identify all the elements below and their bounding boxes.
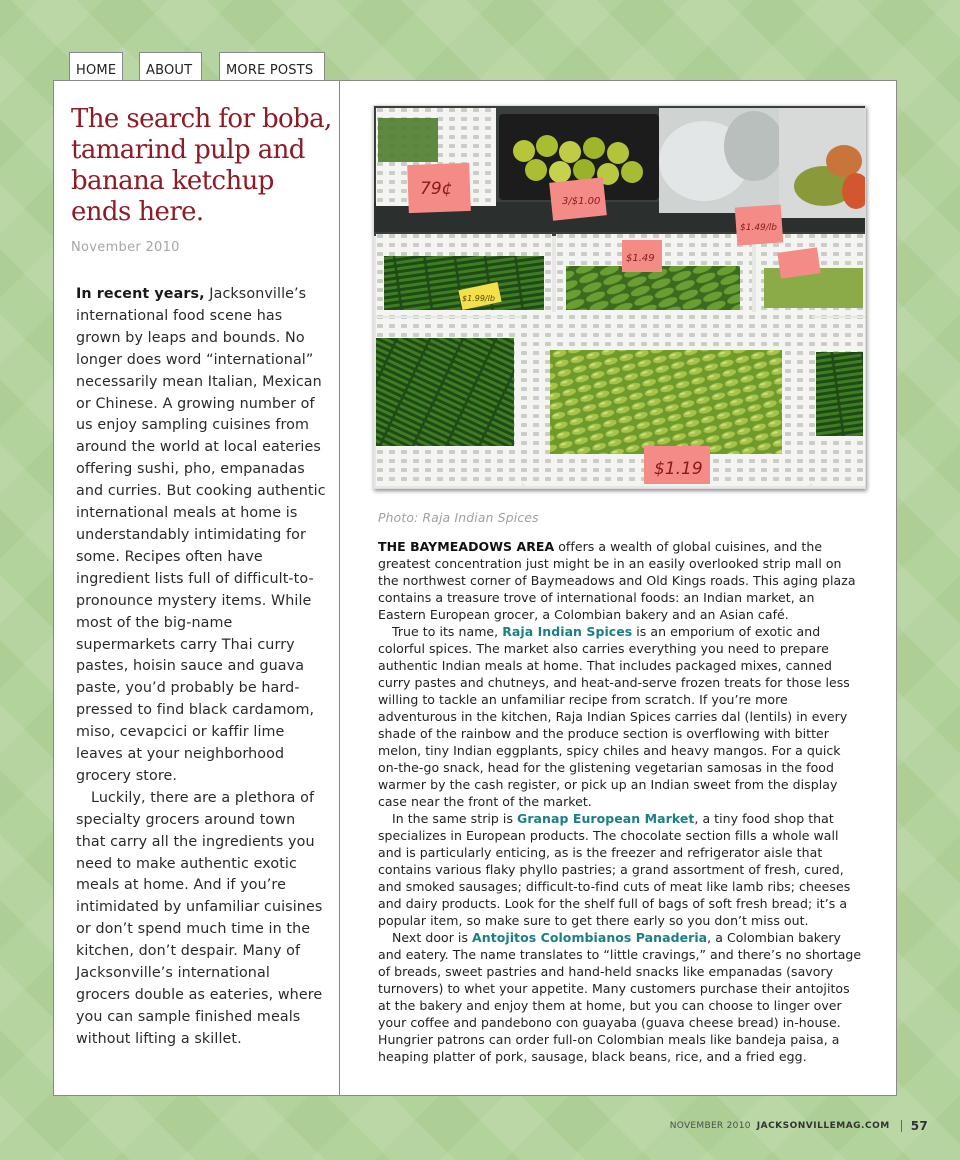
intro-paragraph-1 xyxy=(76,284,328,788)
baymeadows-lead: THE BAYMEADOWS AREA xyxy=(378,539,555,554)
price-tag-199-lb: $1.99/lb xyxy=(462,294,495,303)
raja-paragraph xyxy=(378,623,864,810)
market-produce-photo xyxy=(373,105,866,489)
footer-site[interactable]: JACKSONVILLEMAG.COM xyxy=(756,1121,890,1131)
footer-divider xyxy=(901,1120,902,1132)
nav-tab-home[interactable]: HOME xyxy=(69,52,123,80)
price-tag-149: $1.49 xyxy=(626,253,655,264)
antojitos-pre: Next door is xyxy=(392,930,473,945)
baymeadows-rest: offers a wealth of global cuisines, and the greatest concentration just might be in an easily overlooked strip mall on the northwest corner of Baymeadows and Old Kings roads. This aging plaza contains a treasure trove of international foods: an Indian market, an Eastern European grocer, a Colombian bakery and an Asian café. xyxy=(378,539,856,622)
raja-rest: is an emporium of exotic and colorful spices. The market also carries everything you need to prepare authentic Indian meals at home. That includes packaged mixes, canned curry pastes and chutneys, and heat-and-serve frozen treats for those less willing to tackle an unfamiliar recipe from scratch. If you’re more adventurous in the kitchen, Raja Indian Spices carries dal (lentils) in every shade of the rainbow and the produce section is overflowing with bitter melon, tiny Indian eggplants, spicy chiles and heavy mangos. For a quick on-the-go snack, head for the glistening vegetarian samosas in the food warmer by the cash register, or pick up an Indian sweet from the display case near the front of the market. xyxy=(378,624,850,809)
antojitos-paragraph xyxy=(378,929,864,1065)
antojitos-rest: , a Colombian bakery and eatery. The name translates to “little cravings,” and there’s no shortage of breads, sweet pastries and hand-held snacks like empanadas (savory turnovers) to whet your appetite. Many customers purchase their antojitos at the bakery and enjoy them at home, but you can choose to linger over your coffee and pandebono con guayaba (guava cheese bread) in-house. Hungrier patrons can order full-on Colombian meals like bandeja paisa, a heaping platter of pork, sausage, black beans, rice, and a fried egg. xyxy=(378,930,862,1064)
nav-tab-more-posts[interactable]: MORE POSTS xyxy=(219,52,325,80)
intro-paragraph-2: Luckily, there are a plethora of specialty grocers around town that carry all the ingredients you need to make authentic exotic meals at home. And if you’re intimidated by unfamiliar cuisines or don’t spend much time in the kitchen, don’t despair. Many of Jacksonville’s international grocers double as eateries, where you can sample finished meals without lifting a skillet. xyxy=(76,789,323,1047)
granap-rest: , a tiny food shop that specializes in European products. The chocolate section fills a whole wall and is particularly enticing, as is the freezer and refrigerator aisle that contains various flaky phyllo pastries; a grand assortment of fresh, cured, and smoked sausages; difficult-to-find cuts of meat like lamb ribs; cheeses and dairy products. Look for the shelf full of bags of soft fresh bread; it’s a popular item, so make sure to get there early so you don’t miss out. xyxy=(378,811,851,928)
intro-rest: Jacksonville’s international food scene has grown by leaps and bounds. No longer does word “international” necessarily mean Italian, Mexican or Chinese. A growing number of us enjoy sampling cuisines from around the world at local eateries offering sushi, pho, empanadas and curries. But cooking authentic international meals at home is understandably intimidating for some. Recipes often have ingredient lists full of difficult-to-pronounce mystery items. While most of the big-name supermarkets carry Thai curry pastes, hoisin sauce and guava paste, you’d probably be hard-pressed to find black cardamom, miso, cevapcici or kaffir lime leaves at your neighborhood grocery store. xyxy=(76,286,326,784)
granap-paragraph xyxy=(378,810,864,929)
granap-pre: In the same strip is xyxy=(392,811,518,826)
page-number: 57 xyxy=(910,1119,928,1133)
antojitos-colombianos-link[interactable]: Antojitos Colombianos Panaderia xyxy=(472,930,708,945)
granap-european-market-link[interactable]: Granap European Market xyxy=(517,811,695,826)
photo-caption: Photo: Raja Indian Spices xyxy=(378,511,539,525)
baymeadows-paragraph xyxy=(378,538,864,623)
article-body xyxy=(378,538,864,1065)
price-tag-149-lb: $1.49/lb xyxy=(740,223,778,233)
nav-tab-about[interactable]: ABOUT xyxy=(139,52,202,80)
price-tag-119: $1.19 xyxy=(654,459,703,479)
article-title: The search for boba, tamarind pulp and banana ketchup ends here. xyxy=(71,104,332,227)
raja-pre: True to its name, xyxy=(392,624,503,639)
article-date: November 2010 xyxy=(71,240,180,255)
page-footer xyxy=(670,1119,928,1133)
intro-lead: In recent years, xyxy=(76,286,205,302)
price-tag-3-for-1: 3/$1.00 xyxy=(562,196,601,207)
raja-indian-spices-link[interactable]: Raja Indian Spices xyxy=(502,624,633,639)
price-tag-79c: 79¢ xyxy=(420,179,453,199)
intro-text xyxy=(76,284,328,1051)
footer-month: NOVEMBER 2010 xyxy=(669,1121,751,1131)
